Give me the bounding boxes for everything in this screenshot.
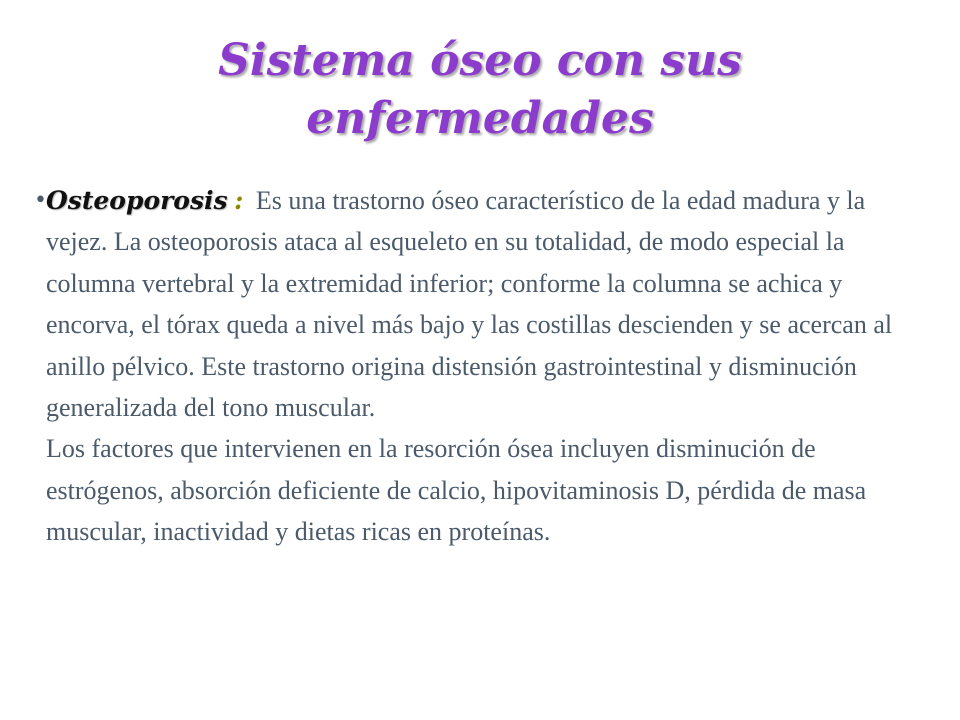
bullet-dot-icon: • <box>34 188 47 213</box>
slide-title: Sistema óseo con sus enfermedades <box>218 35 742 144</box>
slide-body <box>34 180 898 553</box>
bullet-term: Osteoporosis <box>46 186 228 215</box>
bullet-paragraph-2: Los factores que intervienen en la resorción ósea incluyen disminución de estrógenos, absorción deficiente de calcio, hipovitaminosis D, pérdida de masa muscular, inactividad y dietas ricas en proteínas. <box>46 434 867 547</box>
bullet-paragraph-1: Es una trastorno óseo característico de la edad madura y la vejez. La osteoporosis ataca al esqueleto en su totalidad, de modo especial la columna vertebral y la extremidad inferior; conforme la columna se achica y encorva, el tórax queda a nivel más bajo y las costillas descienden y se acercan al anillo pélvico. Este trastorno origina distensión gastrointestinal y disminución generalizada del tono muscular. <box>46 186 893 423</box>
bullet-separator: : <box>234 186 244 215</box>
bullet-item-osteoporosis <box>34 180 898 553</box>
